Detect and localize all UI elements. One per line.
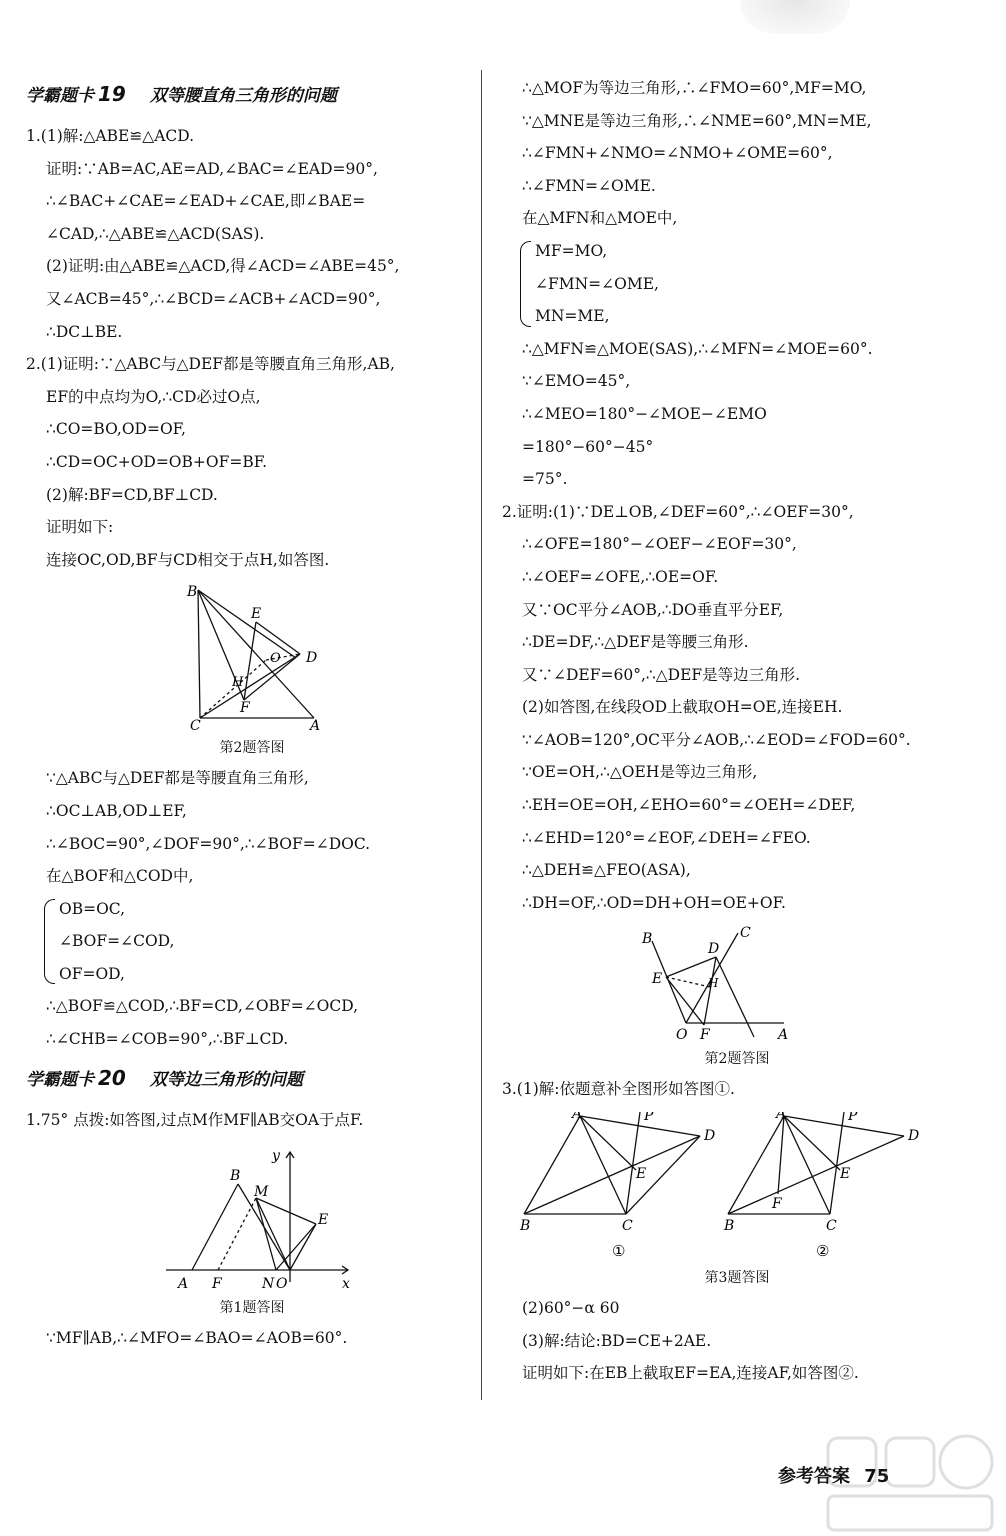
- text-line: 1.75° 点拨:如答图,过点M作MF∥AB交OA于点F.: [26, 1110, 364, 1129]
- point-label-H: H: [708, 976, 719, 991]
- text-line: ∴DC⊥BE.: [46, 322, 123, 341]
- text-line: OF=OD,: [59, 964, 125, 983]
- point-label-F: F: [212, 1276, 222, 1293]
- text-line: ∴∠EHD=120°=∠EOF,∠DEH=∠FEO.: [522, 828, 811, 847]
- text-line: ∴∠OEF=∠OFE,∴OE=OF.: [522, 567, 719, 586]
- text-line: ∵OE=OH,∴△OEH是等边三角形,: [522, 763, 758, 782]
- text-line: 证明如下:在EB上截取EF=EA,连接AF,如答图②.: [522, 1364, 859, 1383]
- text-line: ∠CAD,∴△ABE≌△ACD(SAS).: [46, 224, 265, 243]
- point-label-B: B: [187, 584, 198, 601]
- text-line: =75°.: [522, 470, 568, 489]
- text-line: (2)如答图,在线段OD上截取OH=OE,连接EH.: [522, 698, 843, 717]
- brace-mark: [520, 241, 531, 327]
- point-label-D: D: [908, 1128, 920, 1145]
- text-line: ∴∠BOC=90°,∠DOF=90°,∴∠BOF=∠DOC.: [46, 834, 371, 853]
- point-label-F: F: [240, 700, 250, 717]
- section-heading-19: 学霸题卡 19 双等腰直角三角形的问题: [26, 82, 337, 106]
- text-line: 在△MFN和△MOE中,: [522, 209, 678, 228]
- text-line: ∴∠CHB=∠COB=90°,∴BF⊥CD.: [46, 1030, 289, 1049]
- right-block-d: [502, 1292, 972, 1390]
- text-line: ∴∠BAC+∠CAE=∠EAD+∠CAE,即∠BAE=: [46, 192, 366, 211]
- text-line: ∠FMN=∠OME,: [535, 274, 659, 293]
- text-line: 证明如下:: [46, 518, 114, 537]
- axis-label-y: y: [272, 1148, 280, 1165]
- figure-caption: 第1题答图: [219, 1300, 285, 1317]
- point-label-C: C: [740, 925, 751, 942]
- geometry-diagram: [26, 582, 478, 732]
- point-label-D: D: [306, 650, 318, 667]
- point-label-P: P: [848, 1112, 858, 1125]
- text-line: ∵∠EMO=45°,: [522, 372, 631, 391]
- text-line: ∴∠MEO=180°−∠MOE−∠EMO: [522, 404, 767, 423]
- text-line: ∴∠FMN=∠OME.: [522, 176, 656, 195]
- footer-label: 参考答案: [778, 1466, 850, 1487]
- right-column: [502, 72, 972, 1390]
- point-label-A: A: [776, 1112, 787, 1123]
- right-block-a: [502, 72, 972, 235]
- point-label-F: F: [700, 1027, 710, 1044]
- point-label-B: B: [520, 1218, 531, 1235]
- text-line: (3)解:结论:BD=CE+2AE.: [522, 1331, 712, 1350]
- brace-system-right: [502, 235, 972, 333]
- text-line: ∴CO=BO,OD=OF,: [46, 420, 186, 439]
- point-label-B: B: [642, 931, 653, 948]
- text-line: 又∠ACB=45°,∴∠BCD=∠ACB+∠ACD=90°,: [46, 289, 381, 308]
- text-line: 连接OC,OD,BF与CD相交于点H,如答图.: [46, 550, 330, 569]
- figure-q1-coord: [26, 1142, 478, 1292]
- point-label-A: A: [310, 718, 321, 733]
- geometry-diagram: [502, 925, 972, 1043]
- brace-system-left: [26, 893, 478, 991]
- text-line: ∵△MNE是等边三角形,∴∠NME=60°,MN=ME,: [522, 111, 872, 130]
- text-line: (2)证明:由△ABE≌△ACD,得∠ACD=∠ABE=45°,: [46, 257, 400, 276]
- column-divider: [481, 70, 482, 1400]
- figure-caption: 第2题答图: [219, 740, 285, 757]
- point-label-D: D: [708, 941, 720, 958]
- point-label-A: A: [778, 1027, 789, 1044]
- text-line: 1.(1)解:△ABE≌△ACD.: [26, 127, 195, 145]
- axis-label-x: x: [342, 1276, 350, 1293]
- right-block-b: [502, 333, 972, 920]
- text-line: ∴DE=DF,∴△DEF是等腰三角形.: [522, 633, 749, 652]
- point-label-E: E: [251, 606, 262, 623]
- text-line: ∴EH=OE=OH,∠EHO=60°=∠OEH=∠DEF,: [522, 796, 856, 815]
- point-label-A: A: [572, 1112, 583, 1123]
- section-heading-20: 学霸题卡 20 双等边三角形的问题: [26, 1065, 303, 1090]
- point-label-B: B: [230, 1168, 241, 1185]
- text-line: 又∵OC平分∠AOB,∴DO垂直平分EF,: [522, 600, 784, 619]
- text-line: 2.证明:(1)∵DE⊥OB,∠DEF=60°,∴∠OEF=30°,: [502, 502, 854, 521]
- text-line: MN=ME,: [535, 307, 610, 326]
- text-line: ∵∠AOB=120°,OC平分∠AOB,∴∠EOD=∠FOD=60°.: [522, 730, 911, 749]
- figure-caption: 第3题答图: [704, 1270, 770, 1287]
- figure-q2-right: [502, 925, 972, 1043]
- point-label-O: O: [676, 1027, 688, 1044]
- text-line: ∴△MOF为等边三角形,∴∠FMO=60°,MF=MO,: [522, 79, 867, 97]
- left-block-a: [26, 120, 478, 576]
- point-label-D: D: [704, 1128, 716, 1145]
- sub-figure-label-1: ①: [612, 1242, 626, 1261]
- text-line: ∵△ABC与△DEF都是等腰直角三角形,: [46, 769, 309, 788]
- figure-q2-left: [26, 582, 478, 732]
- point-label-E: E: [318, 1212, 329, 1229]
- scan-shadow: [740, 0, 850, 34]
- figure-q3: [502, 1112, 972, 1262]
- text-line: =180°−60°−45°: [522, 437, 654, 456]
- point-label-C: C: [190, 718, 201, 733]
- point-label-M: M: [254, 1184, 269, 1201]
- text-line: ∠BOF=∠COD,: [59, 932, 175, 951]
- point-label-E: E: [652, 971, 663, 988]
- text-line: (2)解:BF=CD,BF⊥CD.: [46, 485, 218, 504]
- text-line: 在△BOF和△COD中,: [46, 867, 194, 886]
- point-label-B: B: [724, 1218, 735, 1235]
- text-line: 3.(1)解:依题意补全图形如答图①.: [502, 1080, 735, 1099]
- point-label-F: F: [772, 1196, 782, 1213]
- point-label-O: O: [270, 651, 281, 667]
- left-column: [26, 72, 478, 1355]
- text-line: ∴△MFN≌△MOE(SAS),∴∠MFN=∠MOE=60°.: [522, 339, 873, 358]
- geometry-diagram: [502, 1112, 972, 1262]
- text-line: 又∵∠DEF=60°,∴△DEF是等边三角形.: [522, 665, 801, 684]
- text-line: MF=MO,: [535, 241, 608, 260]
- point-label-O: O: [276, 1276, 288, 1293]
- text-line: EF的中点均为O,∴CD必过O点,: [46, 387, 261, 406]
- text-line: ∴△BOF≌△COD,∴BF=CD,∠OBF=∠OCD,: [46, 997, 359, 1016]
- point-label-N: N: [262, 1276, 275, 1293]
- point-label-E: E: [840, 1166, 851, 1183]
- text-line: OB=OC,: [59, 899, 126, 918]
- left-block-b: [26, 762, 478, 892]
- sub-figure-label-2: ②: [816, 1242, 830, 1261]
- text-line: 证明:∵AB=AC,AE=AD,∠BAC=∠EAD=90°,: [46, 159, 378, 178]
- text-line: (2)60°−α 60: [522, 1299, 620, 1318]
- text-line: ∵MF∥AB,∴∠MFO=∠BAO=∠AOB=60°.: [46, 1329, 348, 1348]
- point-label-E: E: [636, 1166, 647, 1183]
- left-block-c: [26, 990, 478, 1055]
- point-label-P: P: [644, 1112, 654, 1125]
- text-line: ∴DH=OF,∴OD=DH+OH=OE+OF.: [522, 893, 786, 912]
- text-line: ∴△DEH≌△FEO(ASA),: [522, 861, 691, 880]
- text-line: ∴CD=OC+OD=OB+OF=BF.: [46, 452, 268, 471]
- point-label-C: C: [622, 1218, 633, 1235]
- point-label-A: A: [178, 1276, 189, 1293]
- page-number: 75: [864, 1466, 890, 1487]
- point-label-C: C: [826, 1218, 837, 1235]
- text-line: 2.(1)证明:∵△ABC与△DEF都是等腰直角三角形,AB,: [26, 355, 395, 374]
- brace-mark: [44, 899, 55, 985]
- figure-caption: 第2题答图: [704, 1051, 770, 1068]
- watermark-logo: [820, 1430, 1000, 1536]
- point-label-H: H: [232, 675, 244, 691]
- coordinate-diagram: [26, 1142, 478, 1292]
- text-line: ∴OC⊥AB,OD⊥EF,: [46, 801, 187, 820]
- text-line: ∴∠FMN+∠NMO=∠NMO+∠OME=60°,: [522, 144, 833, 163]
- text-line: ∴∠OFE=180°−∠OEF−∠EOF=30°,: [522, 535, 797, 554]
